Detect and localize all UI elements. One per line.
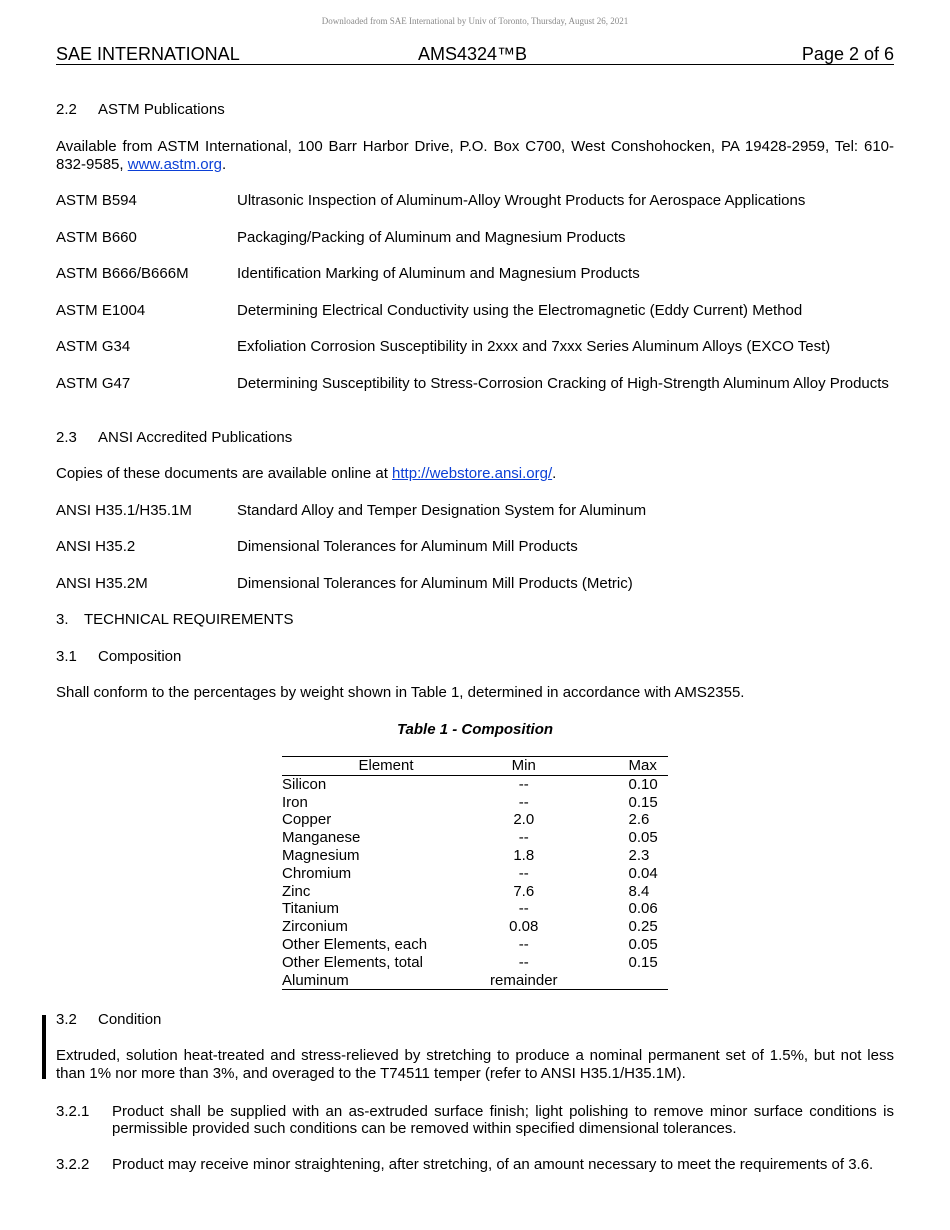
reference-title: Standard Alloy and Temper Designation System for Aluminum <box>237 502 647 519</box>
table-row: Zinc 7.6 8.4 <box>282 882 650 900</box>
reference-code: ASTM B594 <box>56 192 137 209</box>
reference-title: Determining Susceptibility to Stress-Corrosion Cracking of High-Strength Aluminum Alloy Products <box>237 375 889 392</box>
revision-change-bar <box>42 1015 46 1079</box>
table-row: Manganese -- 0.05 <box>282 829 658 847</box>
table-row: Titanium -- 0.06 <box>282 900 658 918</box>
reference-code: ANSI H35.1/H35.1M <box>56 502 192 519</box>
header-page-number: Page 2 of 6 <box>801 44 894 64</box>
reference-title: Identification Marking of Aluminum and Magnesium Products <box>237 265 640 282</box>
astm-website-link[interactable]: www.astm.org <box>127 156 222 173</box>
page-header <box>56 44 894 65</box>
table-row: Silicon -- 0.10 <box>282 775 658 793</box>
reference-code: ANSI H35.2 <box>56 538 136 555</box>
reference-title: Dimensional Tolerances for Aluminum Mill Products <box>237 538 578 555</box>
table-row: Other Elements, each -- 0.05 <box>282 935 658 953</box>
table-row: Magnesium 1.8 2.3 <box>282 846 650 864</box>
ansi-webstore-link[interactable]: http://webstore.ansi.org/ <box>392 465 553 482</box>
header-doc-number: AMS4324™B <box>418 44 528 64</box>
reference-code: ASTM E1004 <box>56 302 146 319</box>
table-row: Zirconium 0.08 0.25 <box>282 918 658 936</box>
table-row: Copper 2.0 2.6 <box>282 811 650 829</box>
reference-code: ANSI H35.2M <box>56 575 148 592</box>
download-notice: Downloaded from SAE International by Univ of Toronto, Thursday, August 26, 2021 <box>321 16 629 26</box>
reference-code: ASTM G47 <box>56 375 131 392</box>
column-header-max: Max <box>628 757 657 774</box>
header-org: SAE INTERNATIONAL <box>56 44 240 64</box>
reference-code: ASTM G34 <box>56 338 131 355</box>
reference-title: Packaging/Packing of Aluminum and Magnesium Products <box>237 229 626 246</box>
table-header-row <box>282 757 668 776</box>
astm-availability-paragraph: Available from ASTM International, 100 Barr Harbor Drive, P.O. Box C700, West Conshohocken, PA 19428-2959, Tel: 610-832-9585, www.astm.org. <box>56 138 894 173</box>
table-row: Chromium -- 0.04 <box>282 864 658 882</box>
reference-title: Determining Electrical Conductivity using the Electromagnetic (Eddy Current) Method <box>237 302 803 319</box>
column-header-min: Min <box>511 757 536 774</box>
table-row: Other Elements, total -- 0.15 <box>282 953 658 971</box>
composition-paragraph: Shall conform to the percentages by weight shown in Table 1, determined in accordance with AMS2355. <box>56 684 745 701</box>
condition-paragraph: Extruded, solution heat-treated and stress-relieved by stretching to produce a nominal permanent set of 1.5%, but not less than 1% nor more than 3%, and overaged to the T74511 temper (refer to ANSI H35.1/H35.1M). <box>56 1047 894 1082</box>
reference-title: Exfoliation Corrosion Susceptibility in 2xxx and 7xxx Series Aluminum Alloys (EXCO Test) <box>237 338 831 355</box>
ansi-availability-paragraph: Copies of these documents are available online at http://webstore.ansi.org/. <box>56 465 557 482</box>
table-row: Iron -- 0.15 <box>282 793 658 811</box>
table-caption: Table 1 - Composition <box>396 721 554 738</box>
column-header-element: Element <box>358 757 414 774</box>
table-row: Aluminum remainder <box>282 972 668 990</box>
reference-code: ASTM B660 <box>56 229 137 246</box>
reference-title: Dimensional Tolerances for Aluminum Mill Products (Metric) <box>237 575 633 592</box>
reference-code: ASTM B666/B666M <box>56 265 189 282</box>
composition-table <box>282 756 668 990</box>
reference-title: Ultrasonic Inspection of Aluminum-Alloy Wrought Products for Aerospace Applications <box>237 192 806 209</box>
